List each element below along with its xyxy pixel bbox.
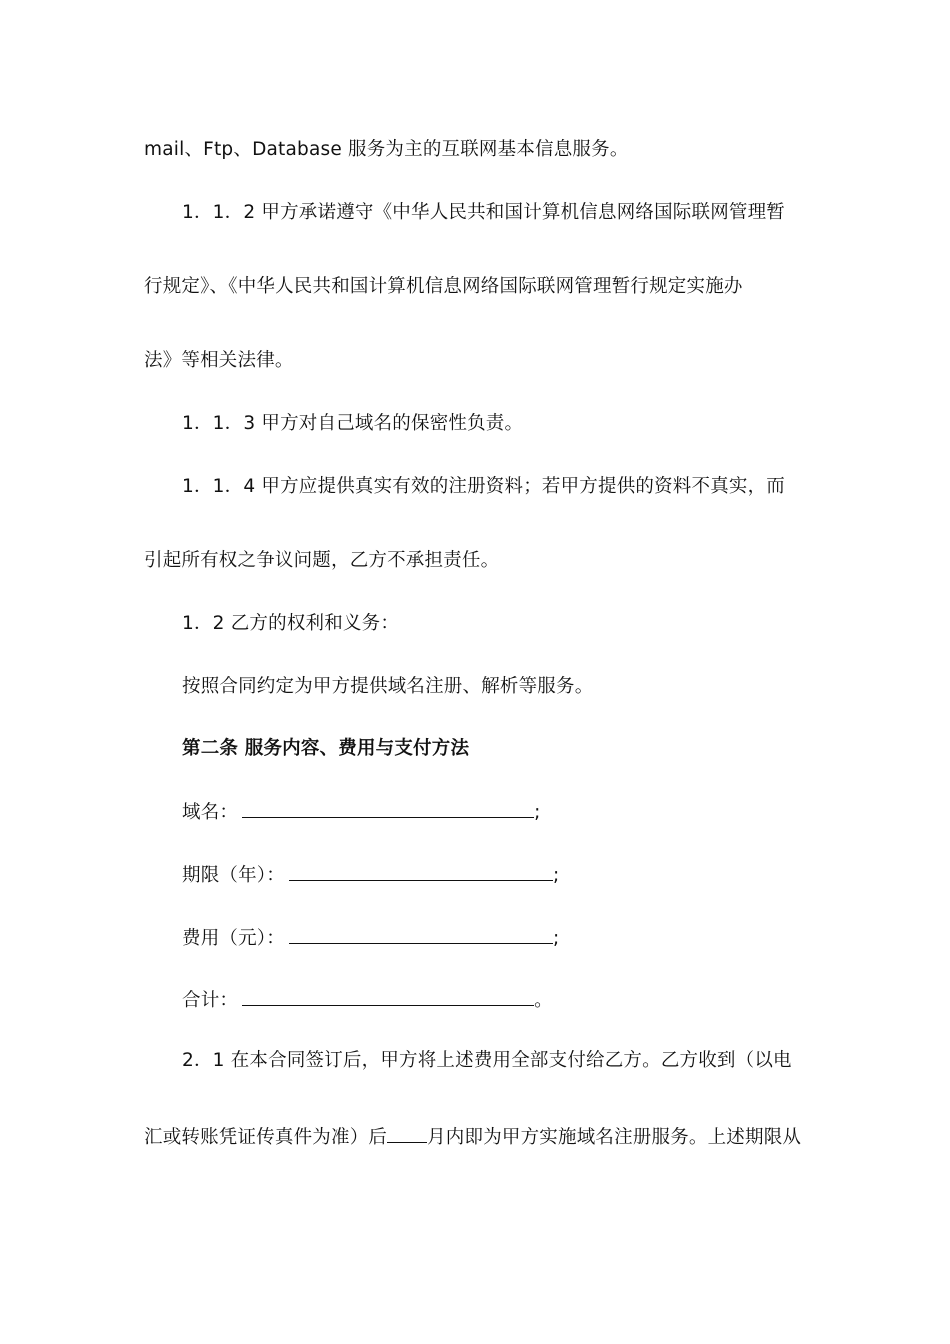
fee-end: ; (552, 928, 560, 949)
clause-2-1-line-2-part-b: 月内即为甲方实施域名注册服务。上述期限从 (427, 1127, 802, 1148)
clause-1-1-2-line-1: 1．1．2 甲方承诺遵守《中华人民共和国计算机信息网络国际联网管理暂 (182, 202, 785, 223)
clause-1-1-2-line-3: 法》等相关法律。 (144, 350, 294, 371)
clause-1-1-2-line-2: 行规定》、《中华人民共和国计算机信息网络国际联网管理暂行规定实施办 (144, 276, 743, 297)
total-end: 。 (534, 990, 553, 1011)
fee-label: 费用（元）： (182, 928, 285, 949)
domain-end: ; (534, 802, 541, 823)
term-blank[interactable] (289, 862, 553, 881)
domain-blank[interactable] (242, 799, 534, 818)
term-end: ; (552, 865, 560, 886)
fee-blank[interactable] (289, 925, 553, 944)
domain-label: 域名： (182, 802, 239, 823)
clause-2-1-line-2 (144, 1124, 824, 1150)
clause-1-2-heading: 1．2 乙方的权利和义务： (182, 613, 400, 634)
section-heading: 第二条 服务内容、费用与支付方法 (182, 738, 470, 759)
paragraph-line: mail、Ftp、Database 服务为主的互联网基本信息服务。 (144, 139, 629, 160)
domain-field-row (182, 799, 824, 825)
clause-2-1-line-1: 2．1 在本合同签订后，甲方将上述费用全部支付给乙方。乙方收到（以电 (182, 1050, 792, 1071)
clause-1-1-4-line-2: 引起所有权之争议问题，乙方不承担责任。 (144, 550, 500, 571)
total-label: 合计： (182, 990, 239, 1011)
clause-1-2-content: 按照合同约定为甲方提供域名注册、解析等服务。 (182, 676, 594, 697)
total-field-row (182, 987, 824, 1013)
clause-1-1-3: 1．1．3 甲方对自己域名的保密性负责。 (182, 413, 524, 434)
term-field-row (182, 862, 824, 888)
term-label: 期限（年）： (182, 865, 285, 886)
total-blank[interactable] (242, 987, 534, 1006)
fee-field-row (182, 925, 824, 951)
clause-2-1-line-2-part-a: 汇或转账凭证传真件为准）后 (144, 1127, 388, 1148)
month-blank[interactable] (387, 1124, 427, 1143)
clause-1-1-4-line-1: 1．1．4 甲方应提供真实有效的注册资料；若甲方提供的资料不真实，而 (182, 476, 785, 497)
